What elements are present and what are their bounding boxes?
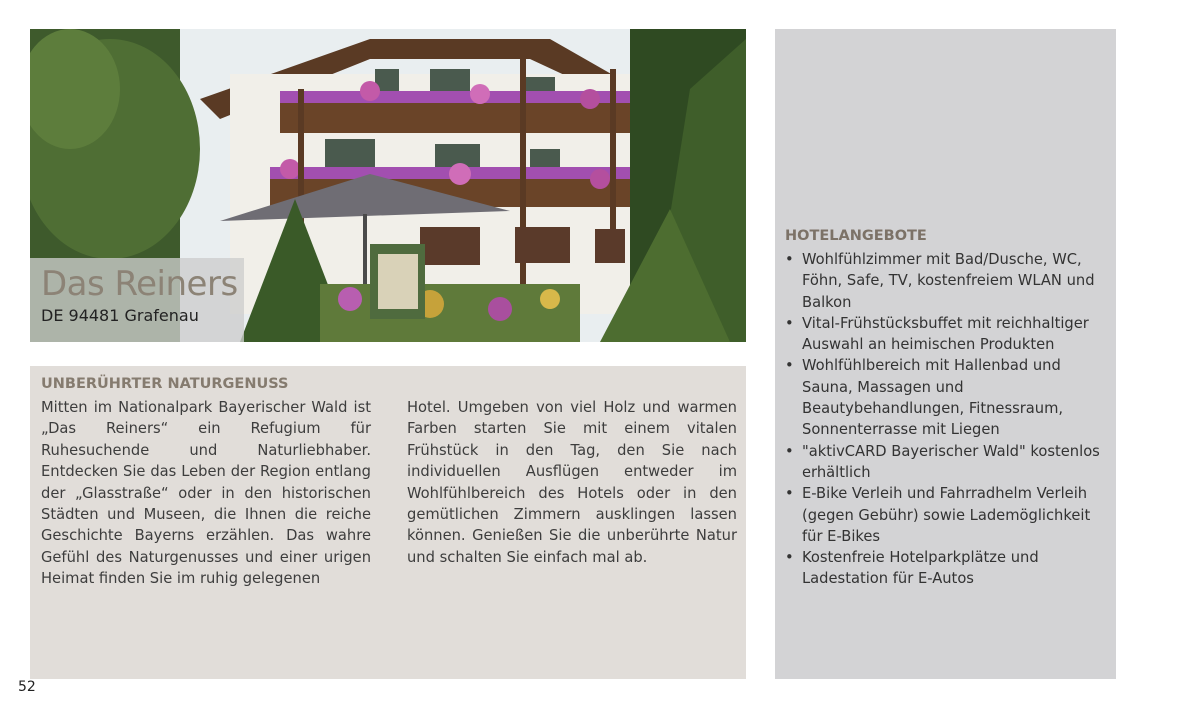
offer-text: Vital-Frühstücksbuffet mit reichhaltiger Auswahl an heimischen Produkten bbox=[802, 314, 1089, 354]
hotel-location: DE 94481 Grafenau bbox=[41, 306, 199, 325]
list-item bbox=[785, 355, 1107, 440]
bullet-icon: • bbox=[785, 549, 794, 567]
list-item bbox=[785, 249, 1107, 313]
offer-text: "aktivCARD Bayerischer Wald" kostenlos erhältlich bbox=[802, 442, 1100, 481]
list-item bbox=[785, 547, 1107, 590]
offer-text: E-Bike Verleih und Fahrradhelm Verleih (gegen Gebühr) sowie Lademöglichkeit für E-Bikes bbox=[802, 485, 1091, 545]
bullet-icon: • bbox=[785, 485, 794, 503]
offers-list bbox=[785, 249, 1107, 590]
offer-text: Wohlfühlzimmer mit Bad/Dusche, WC, Föhn, Safe, TV, kostenfreiem WLAN und Balkon bbox=[802, 251, 1095, 311]
intro-heading: UNBERÜHRTER NATURGENUSS bbox=[41, 376, 289, 392]
page-number: 52 bbox=[18, 679, 36, 695]
intro-column-1: Mitten im Nationalpark Bayerischer Wald ist „Das Reiners“ ein Refugium für Ruhesuchende und Naturliebhaber. Entdecken Sie das Leben der Region entlang der „Glasstraße“ oder in den historischen Städten und Museen, die Ihnen die reiche Geschichte Bayerns erzählen. Das wahre Gefühl des Naturgenusses und einer urigen Heimat finden Sie im ruhig gelegenen bbox=[41, 399, 371, 588]
list-item bbox=[785, 441, 1107, 484]
list-item bbox=[785, 313, 1107, 356]
list-item bbox=[785, 483, 1107, 547]
hotel-name: Das Reiners bbox=[41, 264, 238, 304]
bullet-icon: • bbox=[785, 442, 794, 460]
bullet-icon: • bbox=[785, 314, 794, 332]
offers-heading: HOTELANGEBOTE bbox=[785, 228, 927, 244]
intro-column-2: Hotel. Umgeben von viel Holz und warmen Farben starten Sie mit einem vitalen Frühstück in den Tag, den Sie nach individuellen Ausflügen entweder im Wohlfühlbereich des Hotels oder in den gemütlichen Zimmern ausklingen lassen können. Genießen Sie die unberührte Natur und schalten Sie einfach mal ab. bbox=[407, 399, 737, 566]
bullet-icon: • bbox=[785, 357, 794, 375]
offer-text: Kostenfreie Hotelparkplätze und Ladestation für E-Autos bbox=[802, 549, 1039, 588]
offer-text: Wohlfühlbereich mit Hallenbad und Sauna, Massagen und Beautybehandlungen, Fitnessraum, Sonnenterrasse mit Liegen bbox=[802, 357, 1064, 439]
bullet-icon: • bbox=[785, 251, 794, 268]
